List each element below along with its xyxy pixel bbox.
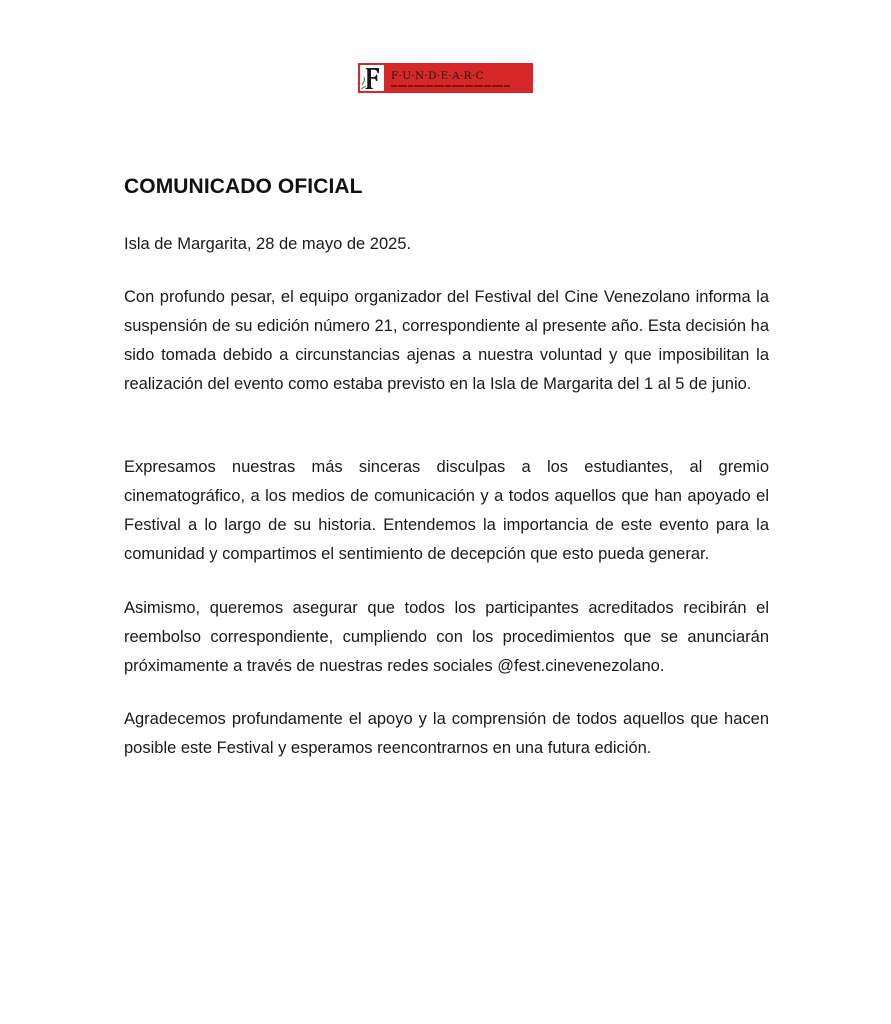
dateline: Isla de Margarita, 28 de mayo de 2025. (124, 235, 412, 253)
paragraph-refund: Asimismo, queremos asegurar que todos los participantes acreditados recibirán el reembolso correspondiente, cumpliendo con los procedimientos que se anunciarán próximamente a través de nuestras redes sociales @fest.cinevenezolano. (124, 599, 769, 675)
paragraph-apology: Expresamos nuestras más sinceras disculpas a los estudiantes, al gremio cinematográfico, a los medios de comunicación y a todos aquellos que han apoyado el Festival a lo largo de su historia. Entendemos la importancia de este evento para la comunidad y compartimos el sentimiento de decepción que esto pueda generar. (124, 458, 769, 563)
document-title: COMUNICADO OFICIAL (124, 175, 363, 198)
logo-tagline-decoration (391, 85, 529, 87)
fundearc-f-monogram-icon (358, 63, 386, 93)
paragraph-suspension-notice: Con profundo pesar, el equipo organizador del Festival del Cine Venezolano informa la suspensión de su edición número 21, correspondiente al presente año. Esta decisión ha sido tomada debido a circunstancias ajenas a nuestra voluntad y que imposibilitan la realización del evento como estaba previsto en la Isla de Margarita del 1 al 5 de junio. (124, 288, 769, 393)
logo-wordmark: F·U·N·D·E·A·R·C (391, 69, 484, 82)
paragraph-thanks: Agradecemos profundamente el apoyo y la comprensión de todos aquellos que hacen posible este Festival y esperamos reencontrarnos en una futura edición. (124, 710, 769, 757)
fundearc-logo (358, 63, 533, 93)
